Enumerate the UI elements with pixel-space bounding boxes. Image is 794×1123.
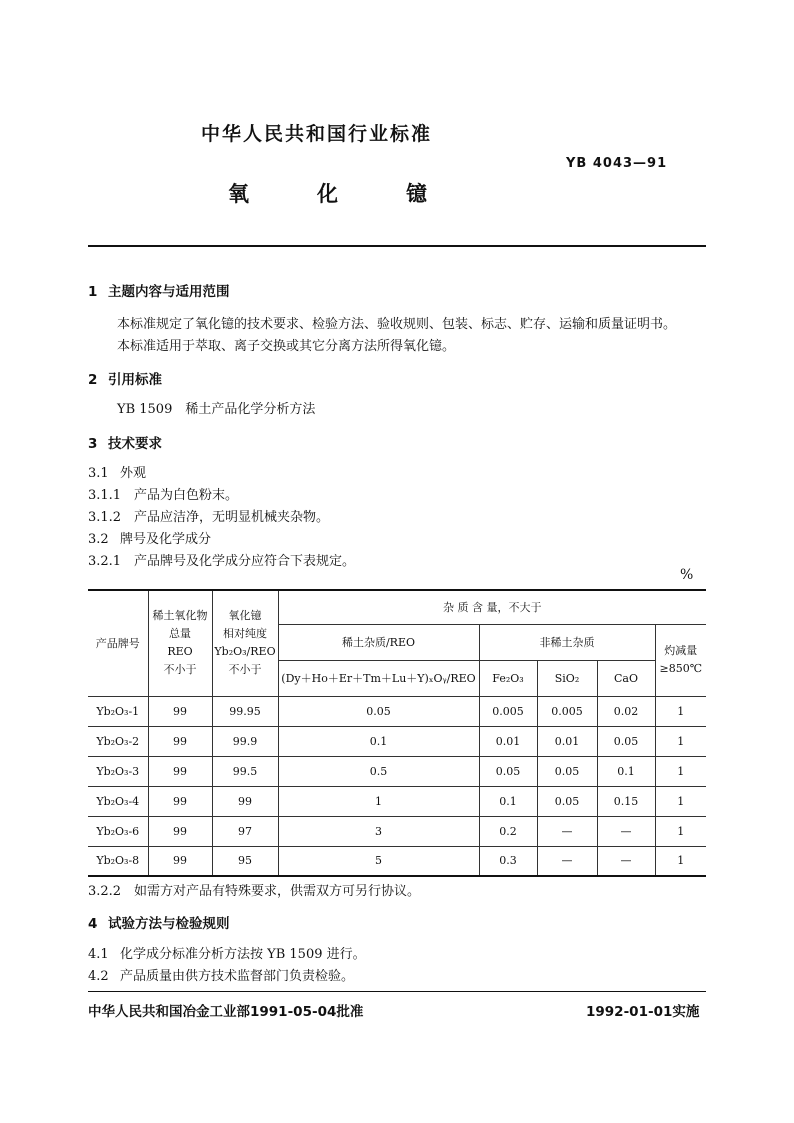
re-impurity-cell: 0.05 [278,696,479,726]
section-2-heading [88,368,162,388]
loss-cell: 1 [655,786,706,816]
section-title: 试验方法与检验规则 [108,916,230,932]
purity-cell: 99.9 [212,726,278,756]
unit-label: % [680,567,694,583]
purity-cell: 95 [212,846,278,876]
rare-earth-formula-header: (Dy＋Ho＋Er＋Tm＋Lu＋Y)ₓOᵧ/REO [278,660,479,696]
fe2o3-cell: 0.01 [479,726,537,756]
sio2-cell: — [537,816,597,846]
purity-cell: 99 [212,786,278,816]
table-row [88,726,706,756]
section-3-heading [88,432,162,452]
clause-3-1-1: 3.1.1 产品为白色粉末。 [88,488,239,503]
grade-cell: Yb₂O₃-6 [88,816,148,846]
re-impurity-cell: 0.5 [278,756,479,786]
section-1-paragraph-2: 本标准适用于萃取、离子交换或其它分离方法所得氧化镱。 [117,339,456,354]
section-number: 4 [88,916,98,932]
clause-3-2-2: 3.2.2 如需方对产品有特殊要求，供需双方可另行协议。 [88,884,421,899]
fe2o3-cell: 0.005 [479,696,537,726]
non-rare-earth-header: 非稀土杂质 [479,624,655,660]
grade-header: 产品牌号 [88,590,148,696]
sio2-cell: 0.05 [537,786,597,816]
re-impurity-cell: 0.1 [278,726,479,756]
reo-cell: 99 [148,786,212,816]
reo-cell: 99 [148,756,212,786]
composition-table [88,589,706,877]
cao-cell: 0.02 [597,696,655,726]
cao-cell: 0.1 [597,756,655,786]
footer-rule [88,991,706,992]
section-1-paragraph-1: 本标准规定了氧化镱的技术要求、检验方法、验收规则、包装、标志、贮存、运输和质量证明书。 [117,317,677,332]
table-row [88,696,706,726]
loss-cell: 1 [655,846,706,876]
grade-cell: Yb₂O₃-8 [88,846,148,876]
section-number: 3 [88,436,98,452]
reo-cell: 99 [148,816,212,846]
title-char-1: 氧 [228,182,249,206]
clause-4-1: 4.1 化学成分标准分析方法按 YB 1509 进行。 [88,947,366,962]
table-row [88,756,706,786]
purity-cell: 99.5 [212,756,278,786]
section-number: 2 [88,372,98,388]
standard-code: YB 4043—91 [566,156,668,171]
reo-header: 稀土氧化物 总量 REO 不小于 [148,590,212,696]
header-rule [88,245,706,247]
section-1-heading [88,280,230,300]
reference-standard: YB 1509 稀土产品化学分析方法 [117,402,316,417]
cao-cell: — [597,846,655,876]
ignition-loss-header: 灼减量 ≥850℃ [655,624,706,696]
clause-4-2: 4.2 产品质量由供方技术监督部门负责检验。 [88,969,355,984]
section-4-heading [88,912,230,932]
table-row [88,816,706,846]
re-impurity-cell: 3 [278,816,479,846]
grade-cell: Yb₂O₃-4 [88,786,148,816]
sio2-cell: — [537,846,597,876]
purity-cell: 97 [212,816,278,846]
cao-cell: — [597,816,655,846]
cao-cell: 0.05 [597,726,655,756]
loss-cell: 1 [655,816,706,846]
section-title: 主题内容与适用范围 [108,284,230,300]
impurity-header: 杂 质 含 量，不大于 [278,590,706,624]
clause-3-2: 3.2 牌号及化学成分 [88,532,212,547]
sio2-header: SiO₂ [537,660,597,696]
loss-cell: 1 [655,696,706,726]
fe2o3-cell: 0.3 [479,846,537,876]
fe2o3-cell: 0.1 [479,786,537,816]
section-title: 技术要求 [108,436,162,452]
section-number: 1 [88,284,98,300]
table-row [88,846,706,876]
reo-cell: 99 [148,846,212,876]
sio2-cell: 0.05 [537,756,597,786]
section-title: 引用标准 [108,372,162,388]
purity-header: 氧化镱 相对纯度 Yb₂O₃/REO 不小于 [212,590,278,696]
grade-cell: Yb₂O₃-2 [88,726,148,756]
cao-cell: 0.15 [597,786,655,816]
grade-cell: Yb₂O₃-3 [88,756,148,786]
rare-earth-impurity-header: 稀土杂质/REO [278,624,479,660]
clause-3-1: 3.1 外观 [88,466,147,481]
fe2o3-cell: 0.2 [479,816,537,846]
reo-cell: 99 [148,726,212,756]
org-title: 中华人民共和国行业标准 [201,123,433,145]
title-char-3: 镱 [406,182,427,206]
grade-cell: Yb₂O₃-1 [88,696,148,726]
sio2-cell: 0.01 [537,726,597,756]
loss-cell: 1 [655,726,706,756]
approval-statement: 中华人民共和国冶金工业部1991-05-04批准 [88,1004,364,1020]
fe2o3-cell: 0.05 [479,756,537,786]
purity-cell: 99.95 [212,696,278,726]
sio2-cell: 0.005 [537,696,597,726]
clause-3-2-1: 3.2.1 产品牌号及化学成分应符合下表规定。 [88,554,356,569]
re-impurity-cell: 1 [278,786,479,816]
title-char-2: 化 [317,182,338,206]
re-impurity-cell: 5 [278,846,479,876]
effective-date: 1992-01-01实施 [586,1004,700,1020]
reo-cell: 99 [148,696,212,726]
loss-cell: 1 [655,756,706,786]
cao-header: CaO [597,660,655,696]
clause-3-1-2: 3.1.2 产品应洁净，无明显机械夹杂物。 [88,510,330,525]
fe2o3-header: Fe₂O₃ [479,660,537,696]
table-row [88,786,706,816]
